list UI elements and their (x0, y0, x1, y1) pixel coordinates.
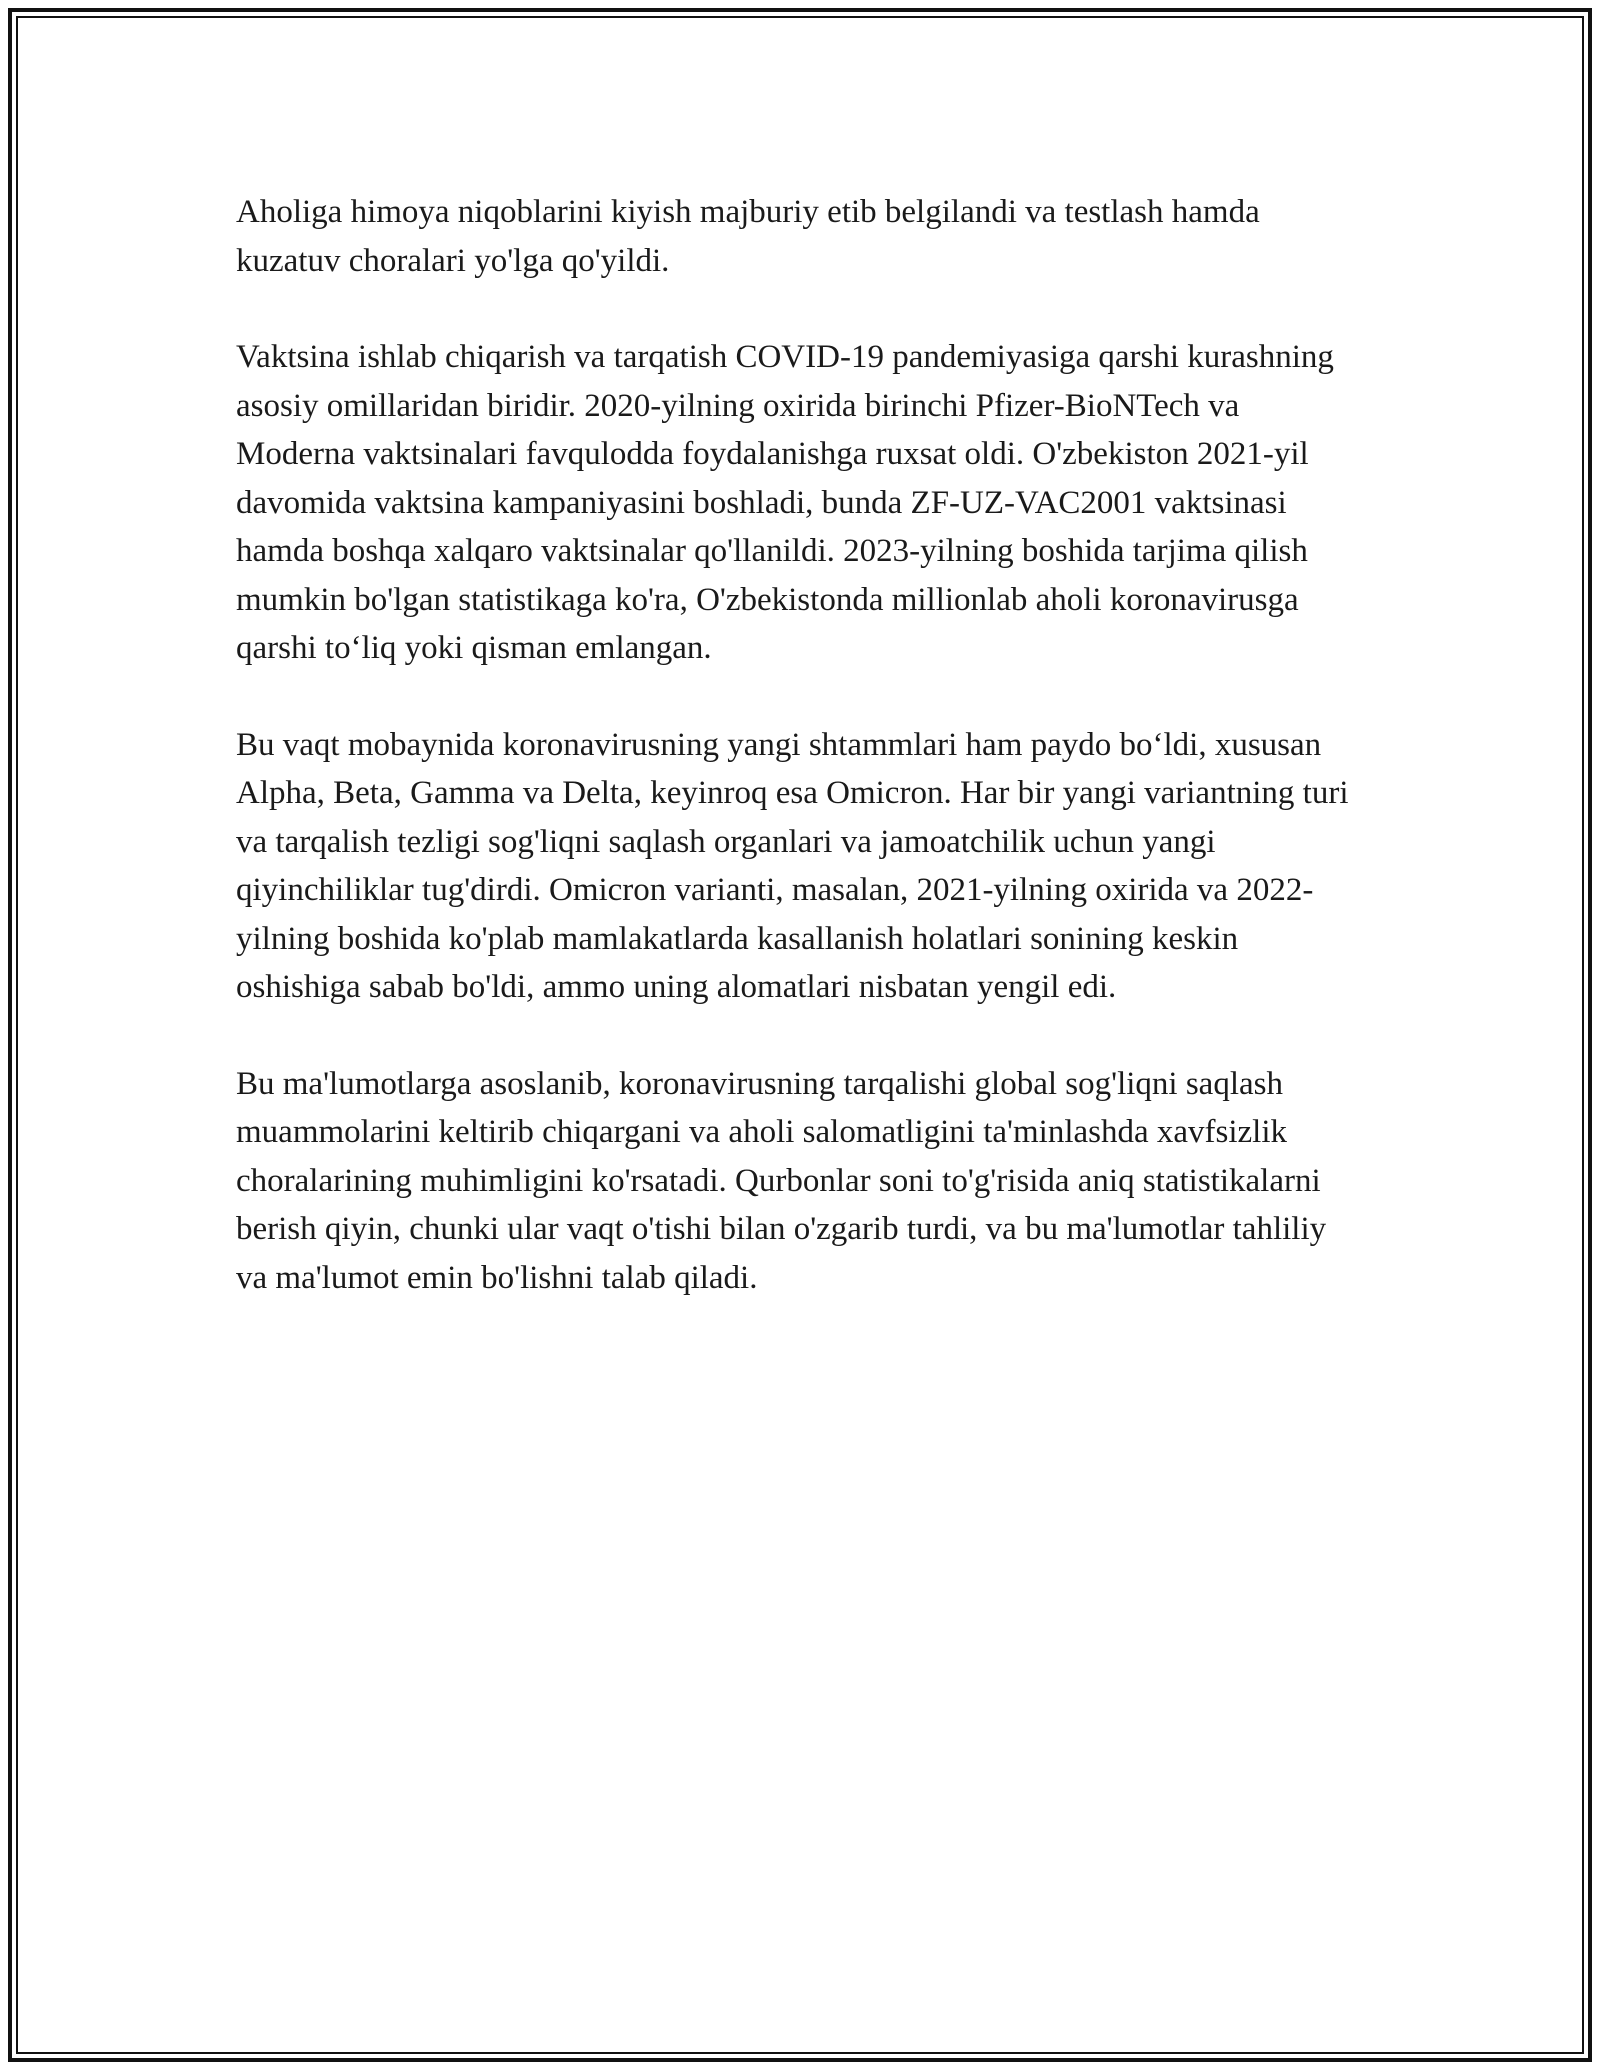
paragraph-masks-testing: Aholiga himoya niqoblarini kiyish majburiy etib belgilandi va testlash hamda kuzatuv choralari yo'lga qo'yildi. (236, 194, 1260, 279)
paragraph-variants: Bu vaqt mobaynida koronavirusning yangi shtammlari ham paydo bo‘ldi, xususan Alpha, Beta, Gamma va Delta, keyinroq esa Omicron. Har bir yangi variantning turi va tarqalish tezligi sog'liqni saqlash organlari va jamoatchilik uchun yangi qiyinchiliklar tug'dirdi. Omicron varianti, masalan, 2021-yilning oxirida va 2022-yilning boshida ko'plab mamlakatlarda kasallanish holatlari sonining keskin oshishiga sabab bo'ldi, ammo uning alomatlari nisbatan yengil edi. (236, 726, 1349, 1005)
paragraph-conclusion: Bu ma'lumotlarga asoslanib, koronavirusning tarqalishi global sog'liqni saqlash muammolarini keltirib chiqargani va aholi salomatligini ta'minlashda xavfsizlik choralarining muhimligini ko'rsatadi. Qurbonlar soni to'g'risida aniq statistikalarni berish qiyin, chunki ular vaqt o'tishi bilan o'zgarib turdi, va bu ma'lumotlar tahliliy va ma'lumot emin bo'lishni talab qiladi. (236, 1065, 1327, 1296)
paragraph-vaccines: Vaktsina ishlab chiqarish va tarqatish COVID-19 pandemiyasiga qarshi kurashning asosiy omillaridan biridir. 2020-yilning oxirida birinchi Pfizer-BioNTech va Moderna vaktsinalari favqulodda foydalanishga ruxsat oldi. O'zbekiston 2021-yil davomida vaktsina kampaniyasini boshladi, bunda ZF-UZ-VAC2001 vaktsinasi hamda boshqa xalqaro vaktsinalar qo'llanildi. 2023-yilning boshida tarjima qilish mumkin bo'lgan statistikaga ko'ra, O'zbekistonda millionlab aholi koronavirusga qarshi to‘liq yoki qisman emlangan. (236, 339, 1334, 666)
document-body (236, 188, 1364, 1350)
